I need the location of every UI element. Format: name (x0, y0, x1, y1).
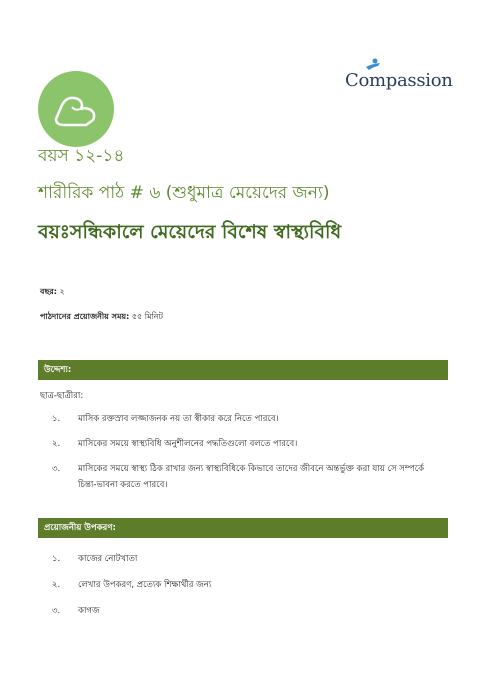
list-number: ৩. (52, 606, 61, 616)
logo-text: Compassion (345, 70, 453, 91)
list-text: কাজের নোটখাতা (78, 554, 138, 564)
list-text: মাসিকের সময়ে স্বাস্থ্যবিধি অনুশীলনের পদ্ধতিগুলো বলতে পারবে। (78, 439, 298, 449)
year-line (40, 286, 65, 299)
list-number: ১. (52, 554, 61, 564)
time-label: পাঠদানের প্রয়োজনীয় সময়: (40, 312, 130, 321)
year-label: বছর: (40, 287, 57, 296)
list-item (52, 577, 438, 593)
list-item (52, 411, 438, 427)
list-item (52, 551, 438, 567)
compassion-logo (345, 58, 453, 98)
year-value: ২ (59, 287, 65, 296)
list-text: লেখার উপকরণ, প্রত্যেক শিক্ষার্থীর জন্য (78, 580, 212, 590)
materials-list (52, 551, 438, 619)
list-item (52, 603, 438, 619)
list-number: ২. (52, 439, 61, 449)
list-text: মাসিক রক্তস্রাব লজ্জাজনক নয় তা স্বীকার করে নিতে পারবে। (78, 414, 279, 424)
materials-heading: প্রয়োজনীয় উপকরণ: (38, 518, 448, 538)
list-text: কাগজ (78, 606, 100, 616)
list-item (52, 436, 438, 452)
time-value: ৫৫ মিনিট (131, 312, 163, 321)
lesson-badge (38, 71, 114, 147)
list-number: ৩. (52, 464, 61, 474)
objectives-intro: ছাত্র-ছাত্রীরা: (40, 391, 84, 401)
flexed-arm-icon (38, 71, 114, 147)
page-title: বয়ঃসন্ধিকালে মেয়েদের বিশেষ স্বাস্থ্যবিধি (38, 221, 342, 243)
time-line (40, 311, 163, 324)
list-item (52, 461, 438, 493)
lesson-title: শারীরিক পাঠ # ৬ (শুধুমাত্র মেয়েদের জন্য) (38, 183, 330, 203)
objectives-heading: উদ্দেশ্য: (38, 360, 448, 380)
list-number: ১. (52, 414, 61, 424)
age-range: বয়স ১২-১৪ (38, 146, 125, 166)
list-text: মাসিকের সময়ে স্বাস্থ্য ঠিক রাখার জন্য স্বাস্থ্যবিধিকে কিভাবে তাদের জীবনে অন্তর্ভুক্ত করা যায় সে সম্পর্কে চিন্তা-ভাবনা করতে পারবে। (78, 464, 425, 490)
objectives-list (52, 411, 438, 493)
list-number: ২. (52, 580, 61, 590)
